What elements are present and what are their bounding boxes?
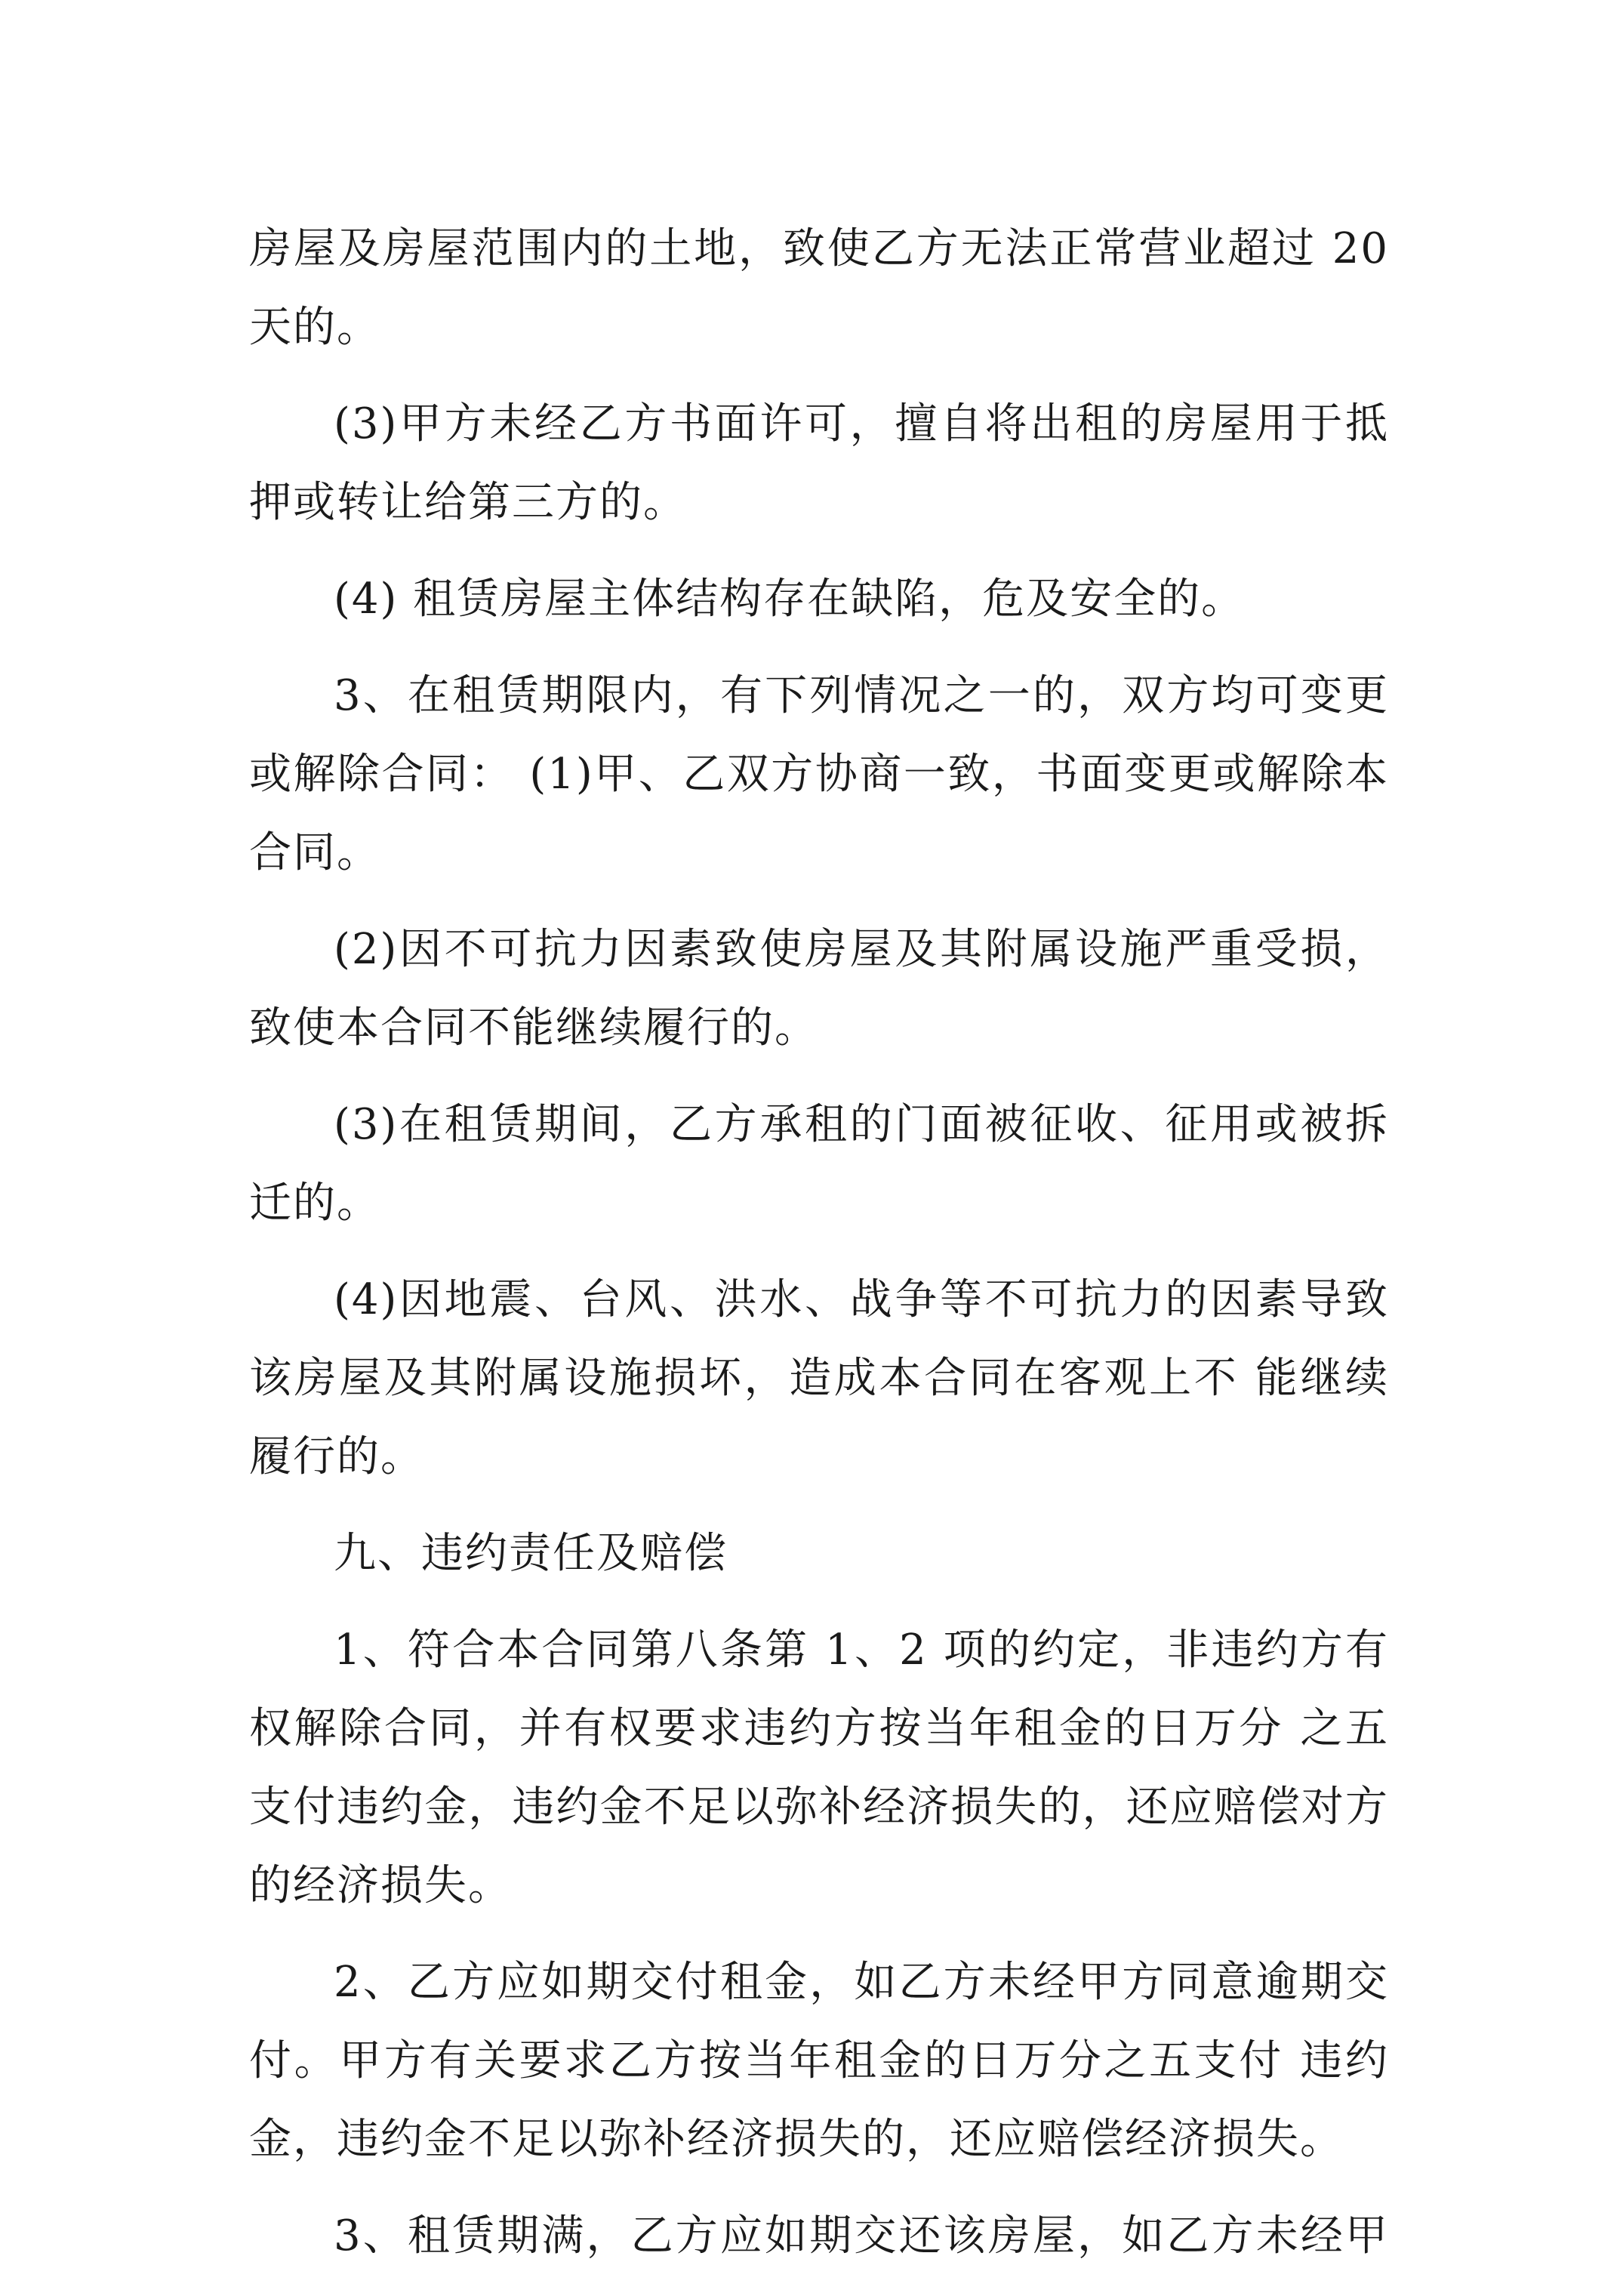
paragraph-gap xyxy=(249,1925,1389,1943)
paragraph-gap xyxy=(249,542,1389,560)
text-line: 3、租赁期满，乙方应如期交还该房屋，如乙方未经甲 xyxy=(334,2211,1389,2261)
text-line: 支付违约金，违约金不足以弥补经济损失的，还应赔偿对方 xyxy=(249,1783,1389,1832)
document-body xyxy=(249,210,1389,2276)
text-line: 或解除合同： (1)甲、乙双方协商一致，书面变更或解除本 xyxy=(249,750,1389,799)
text-line: 押或转让给第三方的。 xyxy=(249,478,687,527)
text-line: 天的。 xyxy=(249,303,380,352)
text-line: 房屋及房屋范围内的土地，致使乙方无法正常营业超过 20 xyxy=(249,224,1389,273)
paragraph-gap xyxy=(249,1593,1389,1611)
text-line: 致使本合同不能继续履行的。 xyxy=(249,1003,818,1052)
text-line: 的经济损失。 xyxy=(249,1861,512,1910)
text-line: (4) 租赁房屋主体结构存在缺陷，危及安全的。 xyxy=(334,575,1246,624)
text-line: 合同。 xyxy=(249,828,380,877)
paragraph-gap xyxy=(249,892,1389,911)
paragraph-gap xyxy=(249,367,1389,385)
text-line: 2、乙方应如期交付租金，如乙方未经甲方同意逾期交 xyxy=(334,1958,1389,2007)
paragraph-gap xyxy=(249,1496,1389,1515)
paragraph-gap xyxy=(249,1068,1389,1086)
paragraph-gap xyxy=(249,2179,1389,2197)
text-line: 迁的。 xyxy=(249,1179,380,1228)
text-line: 该房屋及其附属设施损坏，造成本合同在客观上不 能继续 xyxy=(249,1354,1389,1403)
text-line: 权解除合同，并有权要求违约方按当年租金的日万分 之五 xyxy=(249,1704,1389,1753)
text-line: 3、在租赁期限内，有下列情况之一的，双方均可变更 xyxy=(334,671,1389,720)
text-line: 九、违约责任及赔偿 xyxy=(334,1529,728,1578)
text-line: 金，违约金不足以弥补经济损失的，还应赔偿经济损失。 xyxy=(249,2115,1344,2164)
text-line: 履行的。 xyxy=(249,1432,424,1481)
text-line: (4)因地震、台风、洪水、战争等不可抗力的因素导致 xyxy=(334,1275,1389,1324)
paragraph-gap xyxy=(249,1243,1389,1261)
text-line: 1、符合本合同第八条第 1、2 项的约定，非违约方有 xyxy=(334,1626,1389,1675)
text-line: (3)在租赁期间，乙方承租的门面被征收、征用或被拆 xyxy=(334,1100,1389,1149)
text-line: (3)甲方未经乙方书面许可，擅自将出租的房屋用于抵 xyxy=(334,399,1389,448)
text-line: (2)因不可抗力因素致使房屋及其附属设施严重受损， xyxy=(334,925,1389,974)
paragraph-gap xyxy=(249,639,1389,657)
text-line: 付。甲方有关要求乙方按当年租金的日万分之五支付 违约 xyxy=(249,2036,1389,2085)
